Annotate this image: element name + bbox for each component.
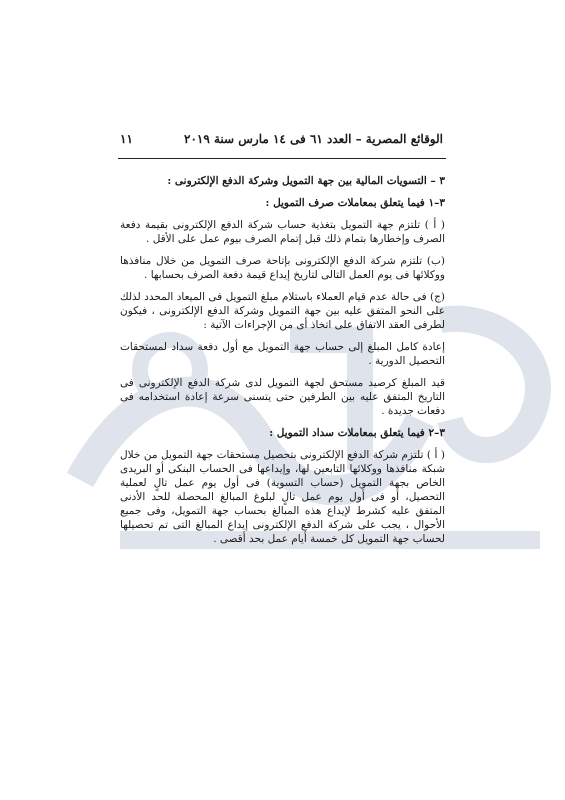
header-rule: [118, 158, 446, 159]
subsection-heading-2: ٣–٢ فيما يتعلق بمعاملات سداد التمويل :: [269, 427, 445, 439]
document-body: [120, 174, 445, 554]
paragraph-item-a: ( أ ) تلتزم جهة التمويل بتغذية حساب شركة الدفع الإلكترونى بقيمة دفعة الصرف وإخطارها بتمام ذلك قبل إتمام الصرف بيوم عمل على الأقل .: [120, 219, 445, 245]
paragraph-option-2: قيد المبلغ كرصيد مستحق لجهة التمويل لدى شركة الدفع الإلكترونى فى التاريخ المتفق عليه بين الطرفين حتى يتسنى سرعة إعادة استخدامه فى دفعات جديدة .: [120, 377, 445, 417]
subsection-heading: ٣–١ فيما يتعلق بمعاملات صرف التمويل :: [265, 197, 445, 209]
page-number: ١١: [120, 132, 133, 146]
gazette-title: الوقائع المصرية – العدد ٦١ فى ١٤ مارس سنة ٢٠١٩: [184, 132, 443, 146]
paragraph-item-b: (ب) تلتزم شركة الدفع الإلكترونى بإتاحة صرف التمويل من خلال منافذها ووكلائها فى يوم العمل التالى لتاريخ إيداع قيمة دفعة الصرف بحسابها .: [120, 255, 445, 281]
page-header: [120, 132, 443, 146]
paragraph-item-a-2: ( أ ) تلتزم شركة الدفع الإلكترونى بتحصيل مستحقات جهة التمويل من خلال شبكة منافذها ووكلائها التابعين لها، وإيداعها فى الحساب البنكى أو البريدى الخاص بجهة التمويل (حساب التسوية) فى أول يوم عمل تالٍ لعملية التحصيل، أو فى أول يوم عمل تالٍ لبلوغ المبالغ المحصلة للحد الأدنى المتفق عليه كشرط لإيداع هذه المبالغ بحساب جهة التمويل، وفى جميع الأحوال ، يجب على شركة الدفع الإلكترونى إيداع المبالغ التى تم تحصيلها لحساب جهة التمويل كل خمسة أيام عمل بحد أقصى .: [120, 449, 445, 545]
paragraph-item-c: (ج) فى حالة عدم قيام العملاء باستلام مبلغ التمويل فى الميعاد المحدد لذلك على النحو المتفق عليه بين جهة التمويل وشركة الدفع الإلكترونى ، فيكون لطرفى العقد الاتفاق على اتخاذ أى من الإجراءات الآتية :: [120, 291, 445, 331]
section-heading: ٣ – التسويات المالية بين جهة التمويل وشركة الدفع الإلكترونى :: [167, 175, 445, 187]
paragraph-option-1: إعادة كامل المبلغ إلى حساب جهة التمويل مع أول دفعة سداد لمستحقات التحصيل الدورية .: [120, 341, 445, 367]
